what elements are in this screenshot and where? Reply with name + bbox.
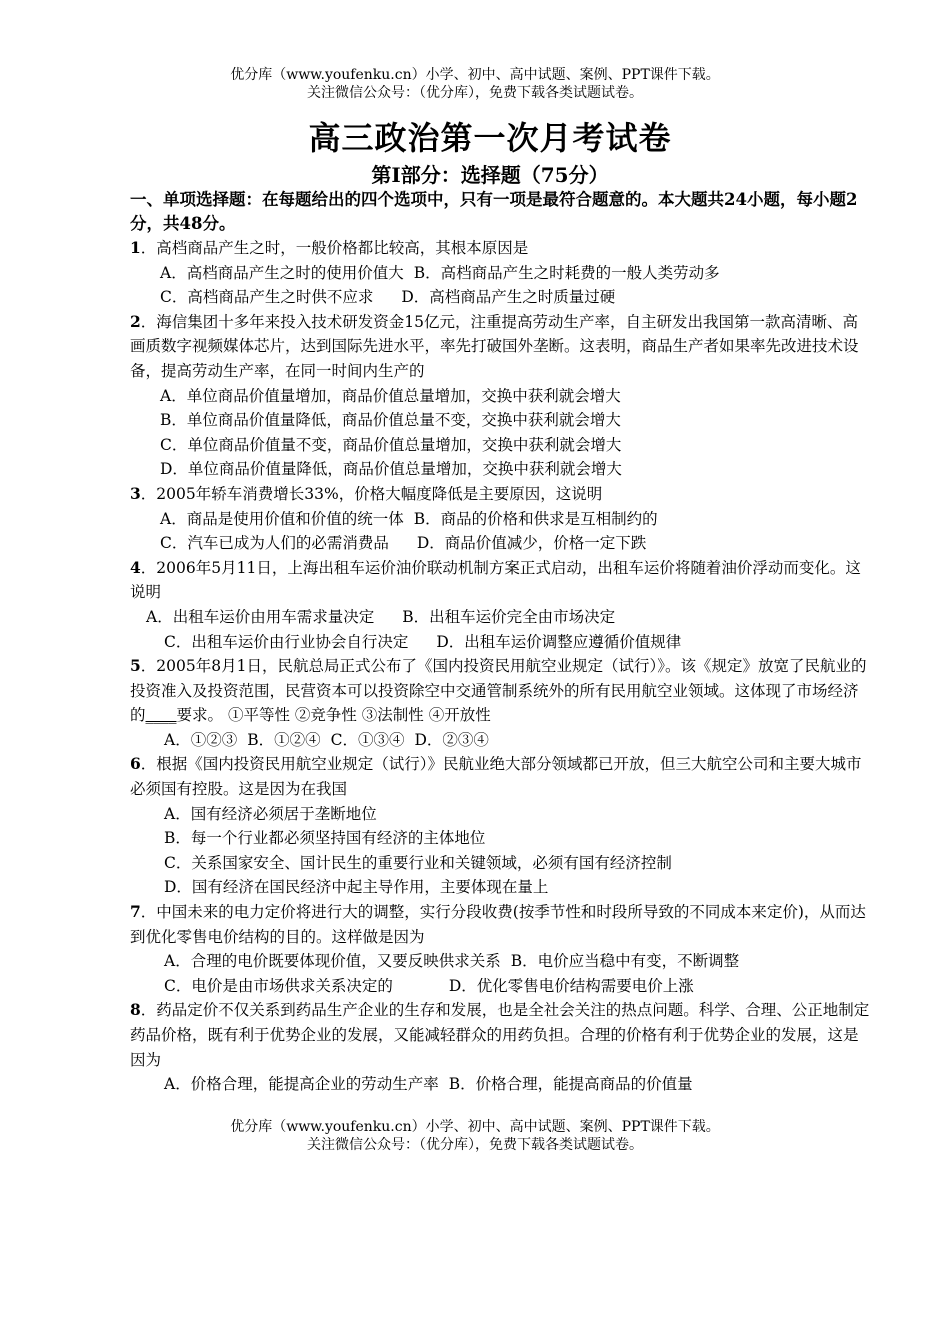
option-row	[130, 531, 870, 556]
question-1	[130, 236, 870, 261]
question-stem: ．2005年轿车消费增长33%，价格大幅度降低是主要原因，这说明	[140, 484, 603, 503]
question-number: 5	[130, 656, 141, 676]
answer-blank: ____	[145, 706, 177, 725]
option-b: B．高档商品产生之时耗费的一般人类劳动多	[413, 263, 720, 282]
option-b: B．出租车运价完全由市场决定	[402, 607, 616, 626]
question-3	[130, 482, 870, 507]
option-row	[130, 630, 870, 655]
footer-line-1: 优分库（www.youfenku.cn）小学、初中、高中试题、案例、PPT课件下载。	[230, 1119, 720, 1135]
option-c: C．出租车运价由行业协会自行决定	[164, 632, 409, 651]
question-stem: ．海信集团十多年来投入技术研发资金15亿元，注重提高劳动生产率，自主研发出我国第一款高清晰、高画质数字视频媒体芯片，达到国际先进水平，率先打破国外垄断。这表明，商品生产者如果率先改进技术设备，提高劳动生产率，在同一时间内生产的	[130, 312, 859, 380]
option-a: A．合理的电价既要体现价值，又要反映供求关系	[164, 952, 501, 971]
question-number: 1	[130, 238, 141, 257]
page-header	[0, 66, 950, 102]
option-row	[130, 285, 870, 310]
question-stem: ．根据《国内投资民用航空业规定（试行）》民航业绝大部分领域都已开放，但三大航空公司和主要大城市必须国有控股。这是因为在我国	[130, 755, 862, 799]
option-row	[130, 974, 870, 999]
option-b: B．电价应当稳中有变，不断调整	[510, 952, 740, 971]
header-line-2: 关注微信公众号：（优分库），免费下载各类试题试卷。	[307, 85, 643, 101]
option-row	[130, 949, 870, 974]
option-b: B．价格合理，能提高商品的价值量	[448, 1075, 693, 1094]
option-a: A．商品是使用价值和价值的统一体	[160, 509, 404, 528]
question-stem: ．2005年8月1日，民航总局正式公布了《国内投资民用航空业规定（试行）》。该《规定》放宽了民航业的投资准入及投资范围，民营资本可以投资除空中交通管制系统外的所有民用航空业领域。这体现了市场经济的	[130, 657, 867, 725]
option-c: C．①③④	[330, 730, 405, 749]
option-d: D．商品价值减少，价格一定下跌	[416, 534, 647, 553]
question-stem: ．2006年5月11日，上海出租车运价油价联动机制方案正式启动，出租车运价将随着油价浮动而变化。这说明	[130, 558, 861, 602]
question-5	[130, 654, 870, 728]
option-d: D．出租车运价调整应遵循价值规律	[436, 632, 682, 651]
question-number: 2	[130, 311, 141, 331]
option-c: C．电价是由市场供求关系决定的	[164, 976, 393, 995]
header-line-1: 优分库（www.youfenku.cn）小学、初中、高中试题、案例、PPT课件下载。	[230, 67, 720, 83]
option-d: D．②③④	[414, 730, 489, 749]
option-row	[130, 728, 870, 753]
option-c: C．汽车已成为人们的必需消费品	[160, 534, 389, 553]
question-stem: ．中国未来的电力定价将进行大的调整，实行分段收费(按季节性和时段所导致的不同成本来定价)，从而达到优化零售电价结构的目的。这样做是因为	[130, 903, 866, 946]
option-row	[130, 261, 870, 286]
option-d: D．国有经济在国民经济中起主导作用，主要体现在量上	[164, 878, 549, 897]
option-d: D．单位商品价值量降低，商品价值总量增加，交换中获利就会增大	[160, 460, 622, 479]
option-a: A．出租车运价由用车需求量决定	[146, 607, 375, 626]
option-c: C．高档商品产生之时供不应求	[160, 288, 374, 307]
question-number: 3	[130, 483, 141, 503]
question-number: 8	[130, 1000, 141, 1020]
question-number: 4	[130, 557, 141, 577]
option-b: B．单位商品价值量降低，商品价值总量不变，交换中获利就会增大	[160, 411, 621, 430]
question-number: 6	[130, 754, 141, 774]
question-6	[130, 752, 870, 801]
part-heading: 第Ⅰ部分：选择题（75分）	[371, 163, 609, 187]
exam-body	[130, 188, 870, 1097]
option-row	[130, 507, 870, 532]
option-a: A．单位商品价值量增加，商品价值总量增加，交换中获利就会增大	[160, 386, 621, 405]
section-heading: 一、单项选择题：在每题给出的四个选项中，只有一项是最符合题意的。本大题共24小题，每小题2分，共48分。	[130, 190, 858, 233]
option-d: D．高档商品产生之时质量过硬	[401, 288, 616, 307]
option-row	[130, 605, 870, 630]
option-c: C．单位商品价值量不变，商品价值总量增加，交换中获利就会增大	[160, 435, 622, 454]
question-number: 7	[130, 902, 141, 922]
option-a: A．国有经济必须居于垄断地位	[164, 804, 377, 823]
option-b: B．商品的价格和供求是互相制约的	[413, 509, 658, 528]
option-a: A．高档商品产生之时的使用价值大	[160, 263, 404, 282]
option-row	[130, 1072, 870, 1097]
option-b: B．每一个行业都必须坚持国有经济的主体地位	[164, 829, 486, 848]
option-a: A．价格合理，能提高企业的劳动生产率	[164, 1075, 439, 1094]
question-stem: ．药品定价不仅关系到药品生产企业的生存和发展，也是全社会关注的热点问题。科学、合理、公正地制定药品价格，既有利于优势企业的发展，又能减轻群众的用药负担。合理的价格有利于优势企业的发展，这是因为	[130, 1001, 870, 1069]
question-2	[130, 310, 870, 384]
option-c: C．关系国家安全、国计民生的重要行业和关键领域，必须有国有经济控制	[164, 853, 672, 872]
footer-line-2: 关注微信公众号：（优分库），免费下载各类试题试卷。	[307, 1137, 643, 1153]
question-stem: ．高档商品产生之时，一般价格都比较高，其根本原因是	[140, 239, 529, 257]
exam-title: 高三政治第一次月考试卷	[308, 119, 672, 157]
option-b: B．①②④	[247, 730, 321, 749]
question-stem-tail: 要求。 ①平等性 ②竞争性 ③法制性 ④开放性	[176, 706, 491, 725]
question-7	[130, 900, 870, 949]
question-8	[130, 998, 870, 1072]
option-d: D．优化零售电价结构需要电价上涨	[448, 976, 694, 995]
option-a: A．①②③	[164, 730, 238, 749]
question-4	[130, 556, 870, 605]
page-footer	[0, 1118, 950, 1154]
